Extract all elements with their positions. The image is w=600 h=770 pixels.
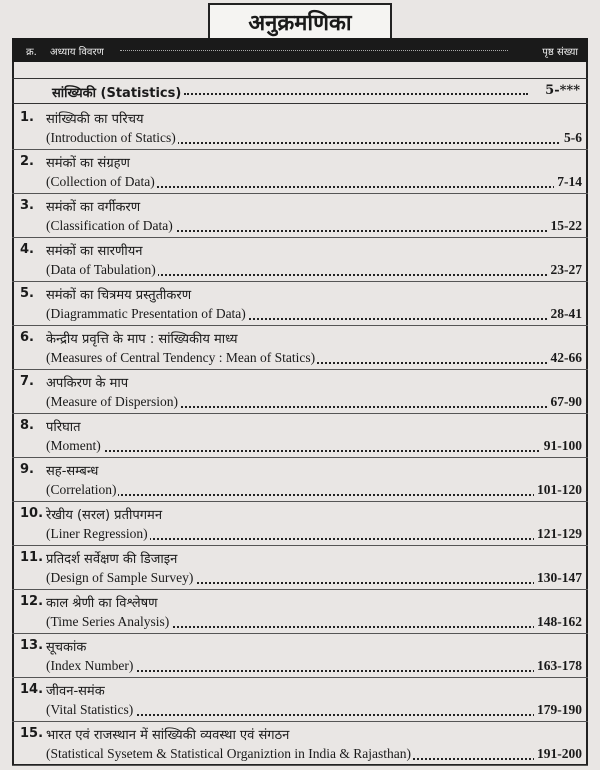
- toc-entry: [12, 282, 588, 326]
- entry-english-title: (Measures of Central Tendency : Mean of Statics): [46, 350, 316, 365]
- toc-entry: [12, 238, 588, 282]
- entry-hindi-title: सूचकांक: [46, 640, 87, 655]
- toc-entry: [12, 634, 588, 678]
- entry-hindi-title: समंकों का वर्गीकरण: [46, 200, 141, 215]
- entry-english-title: (Liner Regression): [46, 526, 148, 541]
- entry-number: 9.: [20, 462, 34, 477]
- entry-hindi-title: काल श्रेणी का विश्लेषण: [46, 596, 158, 611]
- entry-pages: 28-41: [548, 306, 583, 322]
- page-title: अनुक्रमणिका: [208, 3, 392, 39]
- entry-hindi-title: सह-सम्बन्ध: [46, 464, 99, 479]
- entry-english-title: (Introduction of Statics): [46, 130, 176, 145]
- table-header: [12, 38, 588, 62]
- entry-english-title: (Measure of Dispersion): [46, 394, 178, 409]
- entry-hindi-title: समंकों का चित्रमय प्रस्तुतीकरण: [46, 288, 192, 303]
- entry-english-title: (Collection of Data): [46, 174, 155, 189]
- toc-entry: [12, 546, 588, 590]
- entry-hindi-title: भारत एवं राजस्थान में सांख्यिकी व्यवस्था एवं संगठन: [46, 728, 290, 743]
- entry-number: 6.: [20, 330, 34, 345]
- toc-entry: [12, 458, 588, 502]
- entry-pages: 23-27: [548, 262, 583, 278]
- section-pages: 5-***: [545, 83, 580, 98]
- entry-number: 4.: [20, 242, 34, 257]
- entry-english-title: (Index Number): [46, 658, 134, 673]
- entry-number: 15.: [20, 726, 44, 741]
- entry-number: 2.: [20, 154, 34, 169]
- entry-pages: 7-14: [554, 174, 582, 190]
- toc-entry: [12, 194, 588, 238]
- entry-hindi-title: समंकों का सारणीयन: [46, 244, 143, 259]
- entry-pages: 121-129: [534, 526, 582, 542]
- toc-entry: [12, 326, 588, 370]
- entry-number: 8.: [20, 418, 34, 433]
- entry-pages: 130-147: [534, 570, 582, 586]
- entry-number: 10.: [20, 506, 44, 521]
- entry-pages: 148-162: [534, 614, 582, 630]
- entry-number: 5.: [20, 286, 34, 301]
- entry-english-title: (Statistical Sysetem & Statistical Organiztion in India & Rajasthan): [46, 746, 411, 761]
- entry-pages: 191-200: [534, 746, 582, 762]
- entry-number: 11.: [20, 550, 44, 565]
- section-leader-dots: [184, 93, 528, 95]
- entry-hindi-title: केन्द्रीय प्रवृत्ति के माप : सांख्यिकीय माध्य: [46, 332, 238, 347]
- toc-entry: [12, 502, 588, 546]
- entry-number: 7.: [20, 374, 34, 389]
- entry-number: 14.: [20, 682, 44, 697]
- entry-number: 12.: [20, 594, 44, 609]
- header-page: पृष्ठ संख्या: [542, 47, 578, 58]
- toc-entry: [12, 370, 588, 414]
- entry-hindi-title: परिघात: [46, 420, 81, 435]
- toc-entry: [12, 722, 588, 766]
- entry-leader-dots: [46, 494, 582, 496]
- entry-hindi-title: सांख्यिकी का परिचय: [46, 112, 144, 127]
- entry-leader-dots: [46, 450, 582, 452]
- toc-entry: [12, 106, 588, 150]
- entry-pages: 5-6: [561, 130, 582, 146]
- entry-pages: 42-66: [548, 350, 583, 366]
- toc-entry: [12, 150, 588, 194]
- entry-pages: 101-120: [534, 482, 582, 498]
- section-title: सांख्यिकी (Statistics): [52, 86, 182, 101]
- toc-entry: [12, 678, 588, 722]
- entry-number: 3.: [20, 198, 34, 213]
- toc-entry: [12, 414, 588, 458]
- entry-english-title: (Diagrammatic Presentation of Data): [46, 306, 246, 321]
- entry-english-title: (Classification of Data): [46, 218, 173, 233]
- entry-hindi-title: अपकिरण के माप: [46, 376, 129, 391]
- header-chapter: अध्याय विवरण: [50, 47, 104, 58]
- entry-number: 1.: [20, 110, 34, 125]
- toc-entry: [12, 590, 588, 634]
- entry-hindi-title: रेखीय (सरल) प्रतीपगमन: [46, 508, 163, 523]
- entry-pages: 91-100: [541, 438, 582, 454]
- header-number: क्र.: [26, 47, 37, 58]
- entry-english-title: (Vital Statistics): [46, 702, 134, 717]
- entry-hindi-title: प्रतिदर्श सर्वेक्षण की डिजाइन: [46, 552, 178, 567]
- entry-pages: 179-190: [534, 702, 582, 718]
- entry-pages: 163-178: [534, 658, 582, 674]
- entry-english-title: (Moment): [46, 438, 101, 453]
- section-row: [12, 78, 588, 104]
- entry-number: 13.: [20, 638, 44, 653]
- entry-english-title: (Design of Sample Survey): [46, 570, 194, 585]
- entry-hindi-title: जीवन-समंक: [46, 684, 105, 699]
- entry-pages: 15-22: [548, 218, 583, 234]
- entry-english-title: (Time Series Analysis): [46, 614, 170, 629]
- entry-hindi-title: समंकों का संग्रहण: [46, 156, 130, 171]
- entry-english-title: (Correlation): [46, 482, 117, 497]
- header-leader-dots: [120, 50, 508, 51]
- entry-pages: 67-90: [548, 394, 583, 410]
- entry-english-title: (Data of Tabulation): [46, 262, 156, 277]
